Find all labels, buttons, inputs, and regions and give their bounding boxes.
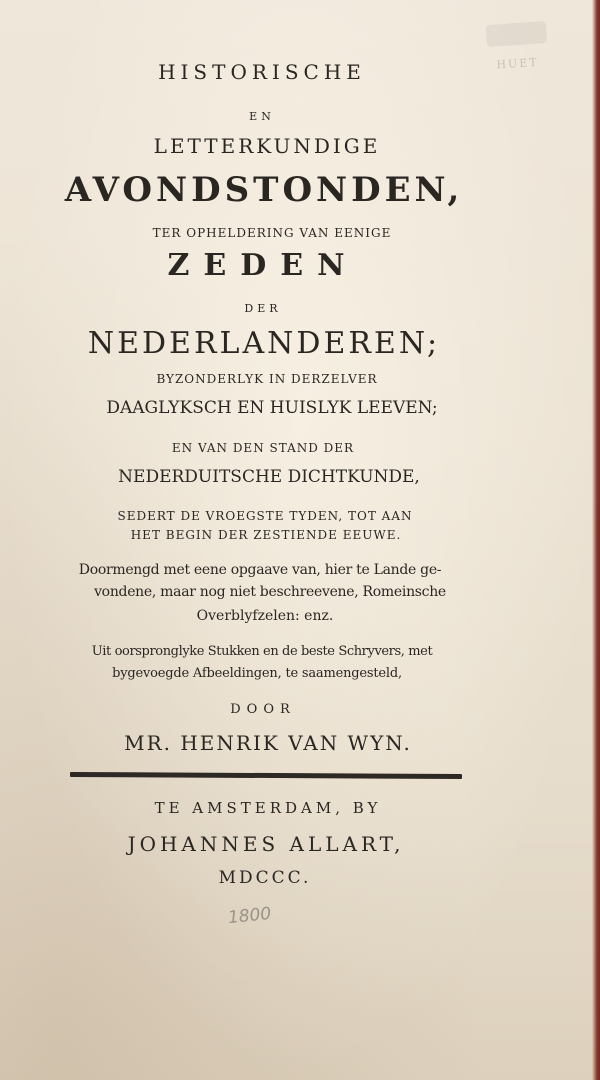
title-line-daaglyksch: DAAGLYKSCH EN HUISLYK LEEVEN;	[106, 398, 438, 418]
title-line-avondstonden: AVONDSTONDEN,	[64, 170, 464, 210]
title-line-overblyfzelen: Overblyfzelen: enz.	[196, 608, 334, 624]
title-line-byzonderlyk: BYZONDERLYK IN DERZELVER	[156, 372, 378, 386]
stamp-text: HUET	[496, 55, 540, 72]
title-line-nederduitsche: NEDERDUITSCHE DICHTKUNDE,	[118, 467, 420, 487]
title-line-door: DOOR	[230, 702, 296, 717]
title-line-letterkundige: LETTERKUNDIGE	[153, 134, 381, 158]
title-line-author: MR. HENRIK VAN WYN.	[124, 731, 412, 755]
horizontal-rule	[70, 772, 462, 779]
title-line-bygevoegde: bygevoegde Afbeeldingen, te saamengesteld,	[112, 666, 402, 681]
title-line-zeden: ZEDEN	[167, 248, 359, 283]
imprint-line-year: MDCCC.	[218, 868, 312, 888]
title-line-uit: Uit oorspronglyke Stukken en de beste Schryvers, met	[91, 644, 433, 659]
title-line-stand: EN VAN DEN STAND DER	[171, 441, 355, 455]
imprint-line-place: TE AMSTERDAM, BY	[154, 799, 382, 817]
title-line-en: EN	[249, 110, 275, 123]
title-line-nederlanderen: NEDERLANDEREN;	[87, 326, 441, 361]
title-line-begin: HET BEGIN DER ZESTIENDE EEUWE.	[130, 528, 402, 542]
title-line-der: DER	[244, 302, 282, 315]
title-line-doormengd: Doormengd met eene opgaave van, hier te Lande ge-	[78, 562, 442, 578]
title-line-vondene: vondene, maar nog niet beschreevene, Romeinsche	[94, 584, 446, 600]
title-line-opheldering: TER OPHELDERING VAN EENIGE	[152, 226, 392, 240]
title-line-historische: HISTORISCHE	[158, 60, 366, 84]
imprint-line-printer: JOHANNES ALLART,	[127, 832, 405, 856]
pencil-annotation: 1800	[227, 903, 273, 929]
title-line-sedert: SEDERT DE VROEGSTE TYDEN, TOT AAN	[117, 509, 413, 523]
